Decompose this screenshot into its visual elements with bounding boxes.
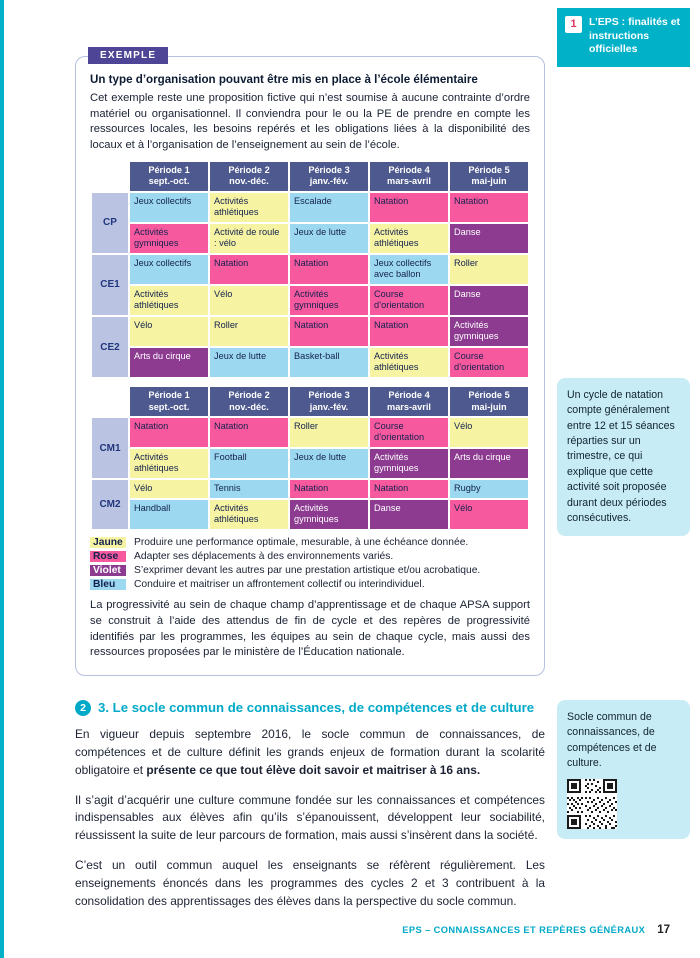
- activity-cell: Arts du cirque: [130, 348, 208, 377]
- chapter-title: L’EPS : finalités et instructions officielles: [589, 16, 681, 56]
- period-header-cell: Période 5 mai-juin: [450, 162, 528, 191]
- activity-cell: Basket-ball: [290, 348, 368, 377]
- paragraph-text: En vigueur depuis septembre 2016, le socle commun de connaissances, de compétences et de culture définit les grands enjeux de formation durant la scolarité obligatoire et: [75, 726, 545, 777]
- period-header-cell: Période 3 janv.-fév.: [290, 387, 368, 416]
- section-paragraph-3: C’est un outil commun auquel les enseignants se réfèrent régulièrement. Les enseignements énoncés dans les programmes des cycles 2 et 3 contribuent à la consolidation des apprentissages des élèves dans la perspective du socle commun.: [75, 858, 545, 908]
- class-level-label: CE1: [92, 255, 128, 315]
- activity-cell: Activités athlétiques: [370, 348, 448, 377]
- activity-cell: Activités gymniques: [290, 500, 368, 529]
- activity-cell: Rugby: [450, 480, 528, 498]
- period-header-cell: Période 1 sept.-oct.: [130, 387, 208, 416]
- class-level-label: CM2: [92, 480, 128, 529]
- legend-swatch: Bleu: [90, 579, 126, 590]
- table-corner-cell: [92, 162, 128, 191]
- period-header-cell: Période 1 sept.-oct.: [130, 162, 208, 191]
- activity-cell: Handball: [130, 500, 208, 529]
- activity-cell: Natation: [210, 418, 288, 447]
- legend-text: S’exprimer devant les autres par une prestation artistique et/ou acrobatique.: [134, 565, 481, 577]
- activity-cell: Roller: [290, 418, 368, 447]
- legend-item: [90, 565, 530, 576]
- activity-cell: Course d’orientation: [450, 348, 528, 377]
- color-legend: [90, 537, 530, 590]
- activity-cell: Danse: [370, 500, 448, 529]
- margin-note-socle: [557, 700, 690, 839]
- period-header-cell: Période 5 mai-juin: [450, 387, 528, 416]
- activity-cell: Vélo: [210, 286, 288, 315]
- period-header-cell: Période 4 mars-avril: [370, 162, 448, 191]
- activity-cell: Activités athlétiques: [210, 193, 288, 222]
- legend-item: [90, 579, 530, 590]
- qr-code: [567, 779, 617, 829]
- exemple-box: [75, 50, 545, 676]
- activity-cell: Vélo: [450, 500, 528, 529]
- legend-swatch: Jaune: [90, 537, 126, 548]
- period-header-cell: Période 3 janv.-fév.: [290, 162, 368, 191]
- activity-cell: Vélo: [130, 480, 208, 498]
- legend-text: Adapter ses déplacements à des environnements variés.: [134, 551, 394, 563]
- section-number-badge: 2: [75, 700, 91, 716]
- main-column: [75, 46, 545, 923]
- exemple-tag: EXEMPLE: [88, 47, 168, 64]
- exemple-title: Un type d’organisation pouvant être mis en place à l’école élémentaire: [90, 73, 478, 86]
- margin-note-text: Un cycle de natation compte généralement entre 12 et 15 séances réparties sur un trimestre, ce qui explique que cette activité soit proposée durant deux périodes consécutives.: [567, 389, 675, 524]
- activity-cell: Activités gymniques: [290, 286, 368, 315]
- schedule-tables: [90, 160, 530, 532]
- exemple-outro: La progressivité au sein de chaque champ d’apprentissage et de chaque APSA support se construit à l’aide des attendus de fin de cycle et des repères de progressivité identifiés par les programmes, les équipes au sein de chaque cycle, mais aussi des ressources proposées par le ministère de l’Éducation nationale.: [90, 599, 530, 659]
- activity-cell: Natation: [290, 480, 368, 498]
- schedule-table-1: [90, 160, 530, 379]
- activity-cell: Natation: [130, 418, 208, 447]
- margin-note-text: Socle commun de connaissances, de compétences et de culture.: [567, 711, 657, 770]
- activity-cell: Vélo: [450, 418, 528, 447]
- activity-cell: Jeux collectifs avec ballon: [370, 255, 448, 284]
- exemple-intro: Cet exemple reste une proposition fictive qui n’est soumise à aucune contrainte d’ordre matériel ou organisationnel. Il conviendra pour le ou la PE de prendre en compte les ressources locales, les besoins repérés et les obligations liées à la disponibilité des locaux et à l’organisation de l’enseignement au sein de l’école.: [90, 92, 530, 152]
- footer-section-label: EPS – CONNAISSANCES ET REPÈRES GÉNÉRAUX: [402, 925, 646, 935]
- class-level-label: CM1: [92, 418, 128, 478]
- activity-cell: Jeux de lutte: [210, 348, 288, 377]
- activity-cell: Natation: [370, 193, 448, 222]
- activity-cell: Tennis: [210, 480, 288, 498]
- activity-cell: Roller: [450, 255, 528, 284]
- activity-cell: Course d’orientation: [370, 286, 448, 315]
- activity-cell: Activités athlétiques: [210, 500, 288, 529]
- activity-cell: Natation: [370, 480, 448, 498]
- paragraph-bold-text: présente ce que tout élève doit savoir et maitriser à 16 ans.: [146, 762, 481, 777]
- chapter-tab: [557, 8, 690, 67]
- activity-cell: Course d’orientation: [370, 418, 448, 447]
- activity-cell: Natation: [290, 255, 368, 284]
- page-number: 17: [657, 924, 670, 936]
- period-header-cell: Période 4 mars-avril: [370, 387, 448, 416]
- activity-cell: Jeux de lutte: [290, 449, 368, 478]
- activity-cell: Arts du cirque: [450, 449, 528, 478]
- activity-cell: Jeux de lutte: [290, 224, 368, 253]
- activity-cell: Natation: [290, 317, 368, 346]
- table-corner-cell: [92, 387, 128, 416]
- legend-item: [90, 551, 530, 562]
- legend-item: [90, 537, 530, 548]
- section-paragraph-1: [75, 726, 545, 780]
- activity-cell: Jeux collectifs: [130, 255, 208, 284]
- legend-text: Conduire et maitriser un affrontement collectif ou interindividuel.: [134, 579, 425, 591]
- activity-cell: Activités gymniques: [450, 317, 528, 346]
- margin-note-natation: [557, 378, 690, 536]
- activity-cell: Activité de roule : vélo: [210, 224, 288, 253]
- activity-cell: Danse: [450, 224, 528, 253]
- activity-cell: Vélo: [130, 317, 208, 346]
- activity-cell: Natation: [370, 317, 448, 346]
- activity-cell: Natation: [450, 193, 528, 222]
- activity-cell: Activités athlétiques: [130, 286, 208, 315]
- chapter-number-badge: 1: [565, 16, 582, 33]
- activity-cell: Roller: [210, 317, 288, 346]
- activity-cell: Activités athlétiques: [130, 449, 208, 478]
- section-title-text: 3. Le socle commun de connaissances, de compétences et de culture: [98, 700, 535, 716]
- legend-swatch: Rose: [90, 551, 126, 562]
- legend-text: Produire une performance optimale, mesurable, à une échéance donnée.: [134, 537, 469, 549]
- left-accent-bar: [0, 0, 4, 958]
- schedule-table-2: [90, 385, 530, 531]
- section-heading: [75, 700, 545, 716]
- class-level-label: CP: [92, 193, 128, 253]
- page-footer: [402, 924, 670, 936]
- activity-cell: Danse: [450, 286, 528, 315]
- activity-cell: Natation: [210, 255, 288, 284]
- period-header-cell: Période 2 nov.-déc.: [210, 387, 288, 416]
- activity-cell: Activités gymniques: [370, 449, 448, 478]
- legend-swatch: Violet: [90, 565, 126, 576]
- activity-cell: Escalade: [290, 193, 368, 222]
- activity-cell: Jeux collectifs: [130, 193, 208, 222]
- activity-cell: Football: [210, 449, 288, 478]
- section-paragraph-2: Il s’agit d’acquérir une culture commune fondée sur les connaissances et compétences indispensables aux élèves afin qu’ils s’épanouissent, développent leur sociabilité, réussissent la suite de leur parcours de formation, mais aussi s’insèrent dans la société.: [75, 792, 545, 843]
- class-level-label: CE2: [92, 317, 128, 377]
- activity-cell: Activités gymniques: [130, 224, 208, 253]
- period-header-cell: Période 2 nov.-déc.: [210, 162, 288, 191]
- activity-cell: Activités athlétiques: [370, 224, 448, 253]
